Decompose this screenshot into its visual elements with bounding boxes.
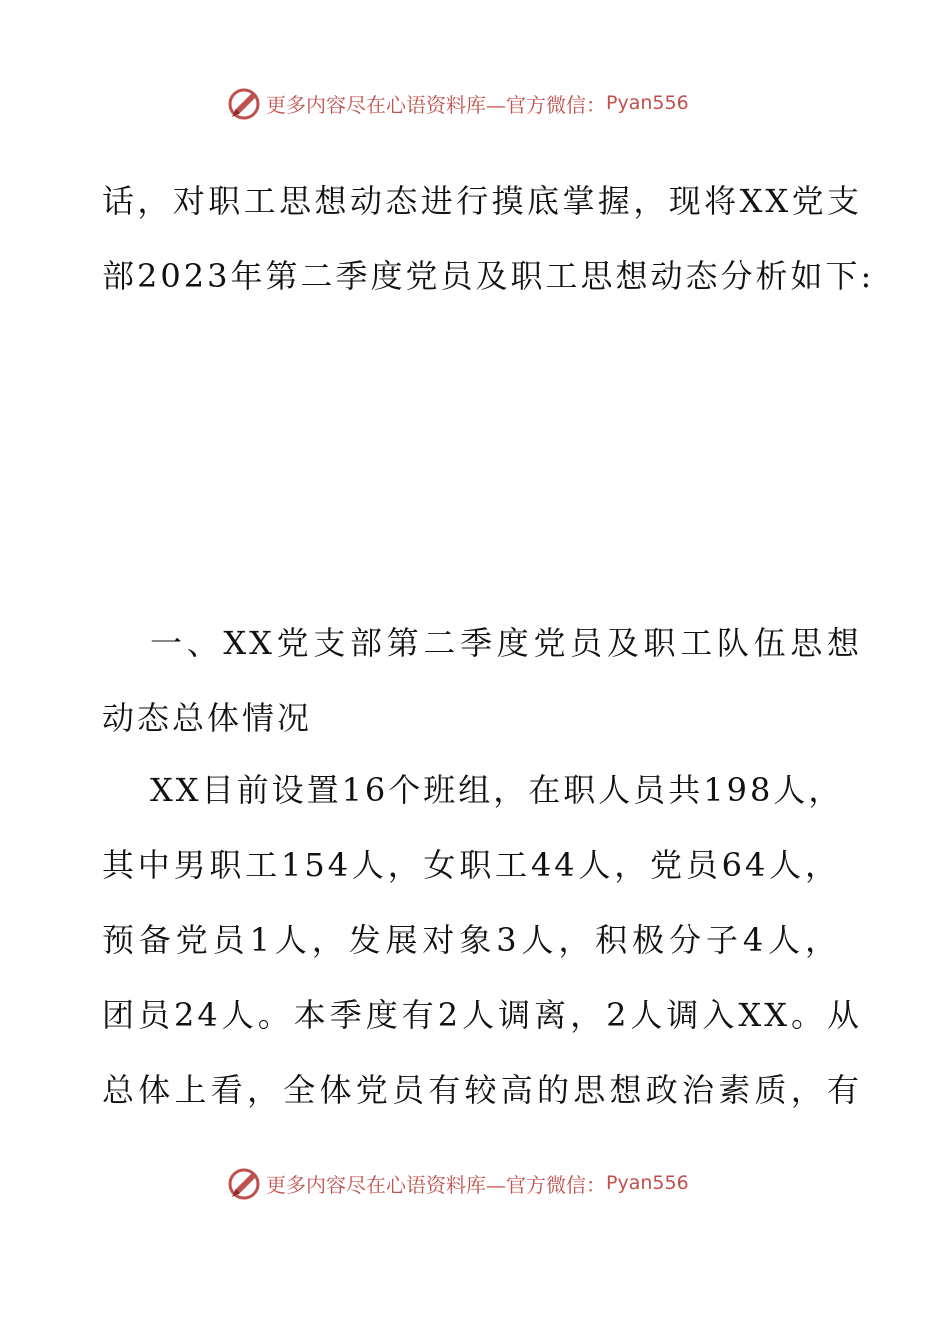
body-line-1: 话，对职工思想动态进行摸底掌握，现将XX党支 (102, 182, 862, 220)
section-heading-line-2: 动态总体情况 (102, 699, 313, 737)
pen-logo-icon (226, 1165, 262, 1201)
banner-text: 更多内容尽在心语资料库—官方微信： (266, 1172, 606, 1197)
footer-banner (226, 1163, 689, 1203)
body-line-2: 部2023年第二季度党员及职工思想动态分析如下: (102, 257, 875, 295)
paragraph-line-5: 总体上看，全体党员有较高的思想政治素质，有 (102, 1071, 862, 1109)
paragraph-line-3: 预备党员1人，发展对象3人，积极分子4人， (102, 921, 840, 959)
paragraph-line-1: XX目前设置16个班组，在职人员共198人， (150, 771, 844, 809)
banner-text: 更多内容尽在心语资料库—官方微信： (266, 92, 606, 117)
section-heading-line-1: 一、XX党支部第二季度党员及职工队伍思想 (150, 624, 862, 662)
banner-handle: Pyan556 (606, 1172, 689, 1194)
pen-logo-icon (226, 85, 262, 121)
paragraph-line-2: 其中男职工154人，女职工44人，党员64人， (102, 846, 840, 884)
header-banner (226, 83, 689, 123)
paragraph-line-4: 团员24人。本季度有2人调离，2人调入XX。从 (102, 996, 862, 1034)
banner-handle: Pyan556 (606, 92, 689, 114)
